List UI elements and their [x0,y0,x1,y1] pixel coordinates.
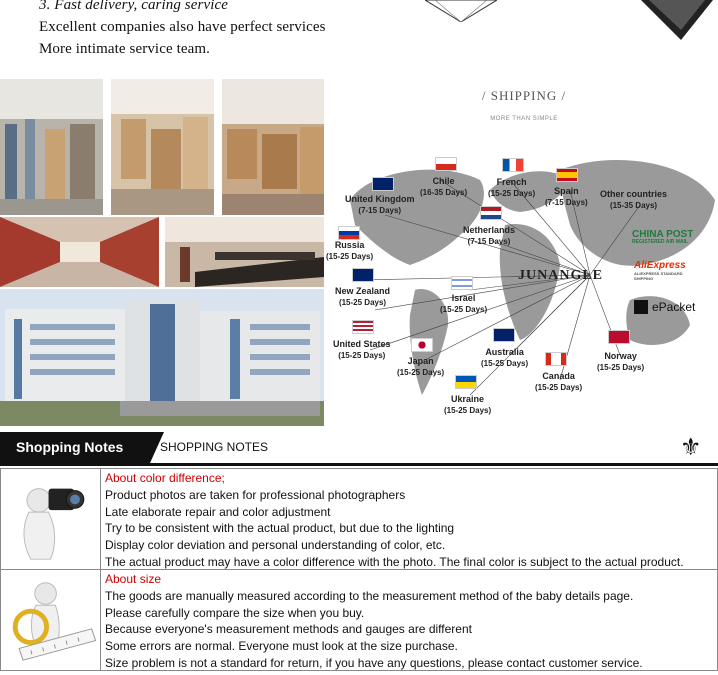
intro-line: Excellent companies also have perfect services [39,19,326,35]
note-row-size [0,569,718,671]
australia-flag-icon [493,328,515,342]
note-row-color [0,468,718,570]
fleur-de-lis-icon: ⚜ [680,435,702,461]
warehouse-photo [0,79,103,215]
russia-flag-icon [338,226,360,240]
note-line: Display color deviation and personal understanding of color, etc. [105,538,446,553]
chile-flag-icon [435,157,457,171]
country-label-other-countries: Other countries (15-35 Days) [600,189,668,210]
note-body [105,470,715,571]
intro-text [39,0,439,60]
france-flag-icon [502,158,524,172]
note-line: Because everyone's measurement methods and gauges are different [105,622,472,637]
netherlands-flag-icon [480,206,502,220]
intro-line: More intimate service team. [39,41,210,57]
note-line: The actual product may have a color difference with the photo. The final color is subject to the actual product. [105,554,684,569]
aliexpress-logo: AliExpress ALIEXPRESS STANDARD SHIPPING [634,260,686,281]
norway-flag-icon [608,330,630,344]
country-label-russia: Russia (15-25 Days) [326,240,374,261]
tape-measure-person-icon [1,570,101,670]
spain-flag-icon [556,168,578,182]
new-zealand-flag-icon [352,268,374,282]
warehouse-photo [222,79,324,215]
uk-flag-icon [372,177,394,191]
note-line: Try to be consistent with the actual product, but due to the lighting [105,521,455,536]
note-line: Some errors are normal. Everyone must look at the size purchase. [105,639,458,654]
country-label-israel: Israel (15-25 Days) [440,293,488,314]
shopping-notes-subtitle: SHOPPING NOTES [160,440,269,454]
note-line: Late elaborate repair and color adjustment [105,504,331,519]
intro-line: 3. Fast delivery, caring service [39,0,228,13]
shopping-notes-tab: Shopping Notes [0,432,150,463]
note-heading: About size [105,572,162,586]
decorative-shape [641,0,713,40]
decorative-shape [425,0,497,22]
country-label-netherlands: Netherlands (7-15 Days) [463,225,516,246]
epacket-logo: ePacket [634,300,695,314]
office-corridor-photo [0,217,159,287]
country-label-australia: Australia (15-25 Days) [481,347,529,368]
israel-flag-icon [451,276,473,290]
country-label-spain: Spain (7-15 Days) [545,186,588,207]
country-label-new-zealand: New Zealand (15-25 Days) [335,286,391,307]
note-line: Size problem is not a standard for return, if you have any questions, please contact customer service. [105,655,643,670]
epacket-icon [634,300,648,314]
note-line: Product photos are taken for professional photographers [105,487,406,502]
brand-name: JUNANGLE [518,268,604,283]
note-line: The goods are manually measured according to the measurement method of the baby details page. [105,588,634,603]
country-label-united-kingdom: United Kingdom (7-15 Days) [345,194,415,215]
country-label-united-states: United States (15-25 Days) [333,339,391,360]
country-label-french: French (15-25 Days) [488,177,536,198]
usa-flag-icon [352,320,374,334]
note-line: Please carefully compare the size when you buy. [105,605,365,620]
warehouse-photo [111,79,214,215]
camera-person-icon [1,469,101,569]
office-building-photo [0,289,324,426]
canada-flag-icon [545,352,567,366]
country-label-chile: Chile (16-35 Days) [420,176,468,197]
country-label-canada: Canada (15-25 Days) [535,371,583,392]
country-label-norway: Norway (15-25 Days) [597,351,645,372]
shipping-header [330,88,718,122]
japan-flag-icon [411,338,433,352]
country-label-japan: Japan (15-25 Days) [397,356,445,377]
ukraine-flag-icon [455,375,477,389]
china-post-logo: CHINA POST REGISTERED AIR MAIL [632,229,694,245]
note-body [105,571,715,672]
meeting-room-photo [165,217,324,287]
note-heading: About color difference; [105,471,225,485]
country-label-ukraine: Ukraine (15-25 Days) [444,394,492,415]
shopping-notes-bar [0,432,718,466]
shipping-title: / SHIPPING / [481,88,567,103]
shipping-subtitle: MORE THAN SIMPLE [490,116,558,122]
